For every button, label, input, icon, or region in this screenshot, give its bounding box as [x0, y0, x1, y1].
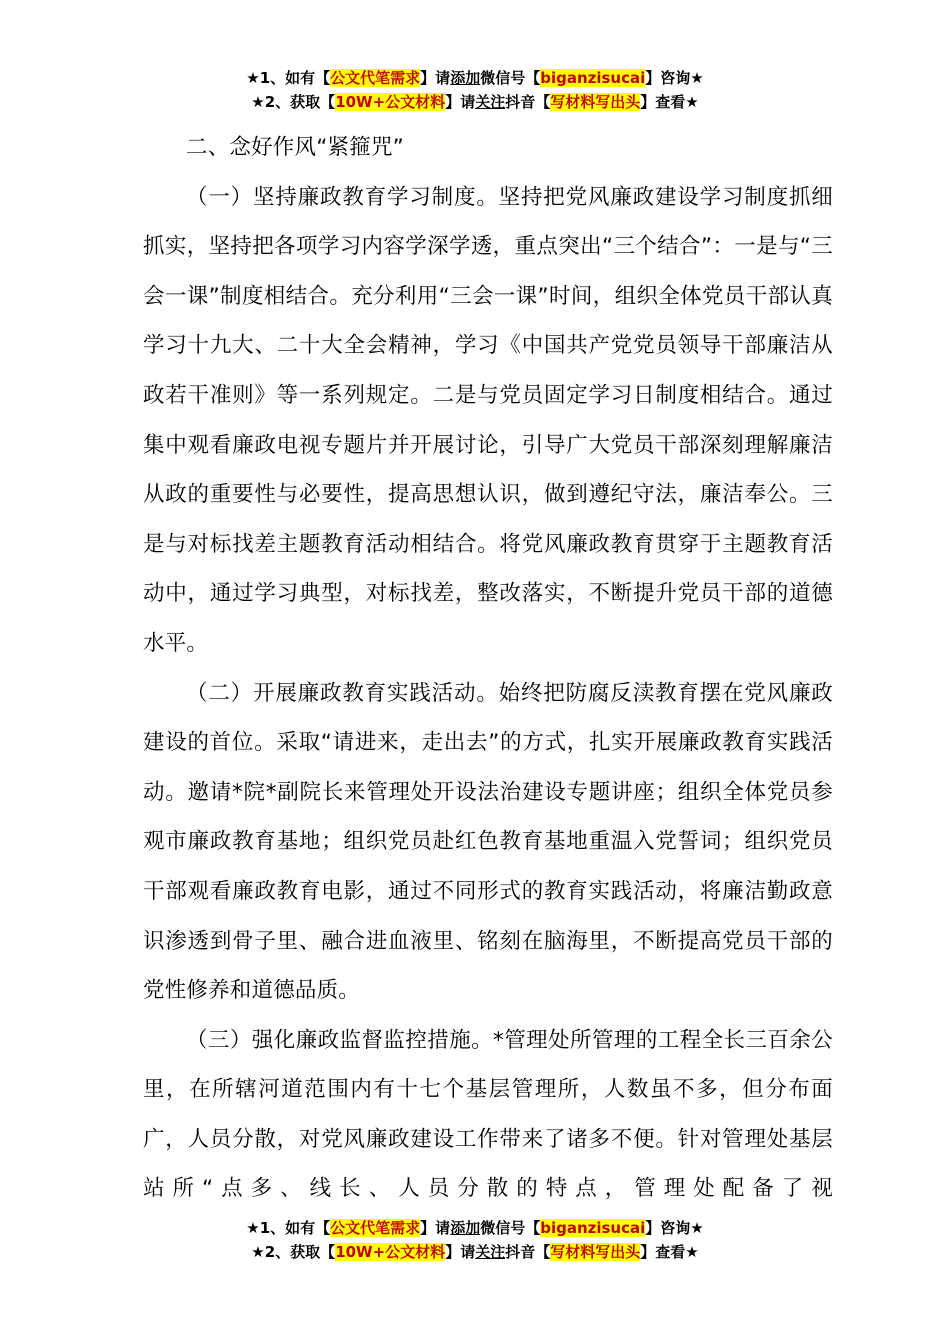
promo-highlight: 写材料写出头 — [550, 1243, 641, 1261]
promo-text: 】请 — [445, 93, 476, 111]
promo-line-2 — [0, 90, 950, 114]
promo-highlight: 公文代笔需求 — [330, 69, 421, 87]
promo-text: 】请 — [445, 1243, 476, 1261]
promo-text: 微信号【 — [480, 69, 541, 87]
promo-banner-top — [0, 66, 950, 114]
promo-emphasis: 添加 — [450, 69, 481, 87]
section-heading: 二、念好作风“紧箍咒” — [186, 135, 404, 160]
promo-highlight: 10W+公文材料 — [335, 1243, 446, 1261]
promo-text: 抖音【 — [505, 93, 551, 111]
promo-line-1 — [0, 66, 950, 90]
promo-line-1 — [0, 1216, 950, 1240]
promo-text: 】请 — [420, 69, 451, 87]
promo-emphasis: 添加 — [450, 1219, 481, 1237]
promo-text: ★1、如有【 — [246, 1219, 331, 1237]
promo-text: 】查看★ — [640, 93, 699, 111]
paragraph: （二）开展廉政教育实践活动。始终把防腐反渎教育摆在党风廉政建设的首位。采取“请进来，走出去”的方式，扎实开展廉政教育实践活动。邀请*院*副院长来管理处开设法治建设专题讲座；组织全体党员参观市廉政教育基地；组织党员赴红色教育基地重温入党誓词；组织党员干部观看廉政教育电影，通过不同形式的教育实践活动，将廉洁勤政意识渗透到骨子里、融合进血液里、铭刻在脑海里，不断提高党员干部的党性修养和道德品质。 — [143, 680, 833, 1004]
promo-text: 】咨询★ — [645, 1219, 704, 1237]
paragraph: （三）强化廉政监督监控措施。*管理处所管理的工程全长三百余公里，在所辖河道范围内有十七个基层管理所，人数虽不多，但分布面广，人员分散，对党风廉政建设工作带来了诸多不便。针对管理处基层站所“点多、线长、人员分散的特点，管理处配备了视 — [143, 1027, 833, 1202]
promo-highlight: 10W+公文材料 — [335, 93, 446, 111]
promo-highlight: biganzisucai — [540, 1219, 646, 1237]
promo-highlight: 写材料写出头 — [550, 93, 641, 111]
promo-text: 抖音【 — [505, 1243, 551, 1261]
promo-emphasis: 关注 — [475, 93, 506, 111]
promo-line-2 — [0, 1240, 950, 1264]
paragraph: （一）坚持廉政教育学习制度。坚持把党风廉政建设学习制度抓细抓实，坚持把各项学习内容学深学透，重点突出“三个结合”：一是与“三会一课”制度相结合。充分利用“三会一课”时间，组织全体党员干部认真学习十九大、二十大全会精神，学习《中国共产党党员领导干部廉洁从政若干准则》等一系列规定。二是与党员固定学习日制度相结合。通过集中观看廉政电视专题片并开展讨论，引导广大党员干部深刻理解廉洁从政的重要性与必要性，提高思想认识，做到遵纪守法，廉洁奉公。三是与对标找差主题教育活动相结合。将党风廉政教育贯穿于主题教育活动中，通过学习典型，对标找差，整改落实，不断提升党员干部的道德水平。 — [143, 184, 833, 656]
promo-banner-bottom — [0, 1216, 950, 1264]
promo-text: ★2、获取【 — [251, 1243, 336, 1261]
promo-highlight: 公文代笔需求 — [330, 1219, 421, 1237]
promo-text: 】请 — [420, 1219, 451, 1237]
promo-text: ★2、获取【 — [251, 93, 336, 111]
promo-text: 微信号【 — [480, 1219, 541, 1237]
promo-emphasis: 关注 — [475, 1243, 506, 1261]
promo-highlight: biganzisucai — [540, 69, 646, 87]
promo-text: 】查看★ — [640, 1243, 699, 1261]
document-body — [143, 123, 833, 1214]
promo-text: 】咨询★ — [645, 69, 704, 87]
promo-text: ★1、如有【 — [246, 69, 331, 87]
